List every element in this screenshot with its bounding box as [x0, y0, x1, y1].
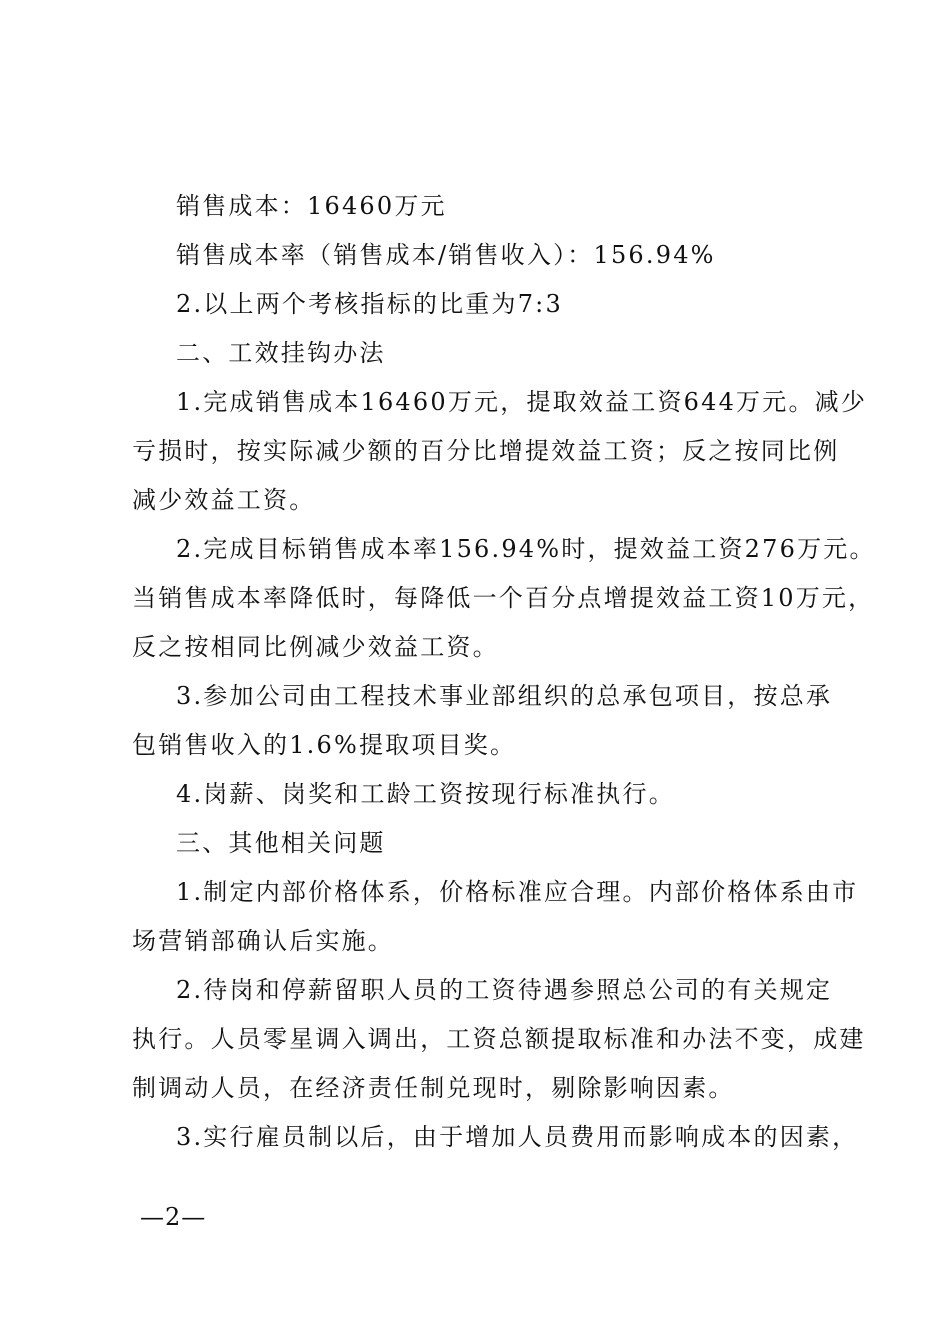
text-line-item-1-c: 减少效益工资。 [132, 486, 316, 514]
text-line-sales-cost: 销售成本：16460万元 [176, 192, 447, 220]
text-line-item-3-b: 包销售收入的1.6%提取项目奖。 [132, 731, 517, 759]
document-body [132, 182, 876, 1162]
text-line-item-1-a: 1.完成销售成本16460万元，提取效益工资644万元。减少 [176, 388, 868, 416]
text-line-sales-cost-rate: 销售成本率（销售成本/销售收入）：156.94% [176, 241, 716, 269]
text-line-other-1-b: 场营销部确认后实施。 [132, 927, 394, 955]
text-line-item-2-a: 2.完成目标销售成本率156.94%时，提效益工资276万元。 [176, 535, 876, 563]
section-heading-3: 三、其他相关问题 [176, 829, 386, 857]
page-number: —2— [140, 1203, 207, 1231]
text-line-item-1-b: 亏损时，按实际减少额的百分比增提效益工资；反之按同比例 [132, 437, 840, 465]
section-heading-2: 二、工效挂钩办法 [176, 339, 386, 367]
text-line-indicator-weight: 2.以上两个考核指标的比重为7:3 [176, 290, 563, 318]
text-line-other-2-a: 2.待岗和停薪留职人员的工资待遇参照总公司的有关规定 [176, 976, 833, 1004]
text-line-item-4: 4.岗薪、岗奖和工龄工资按现行标准执行。 [176, 780, 675, 808]
text-line-other-2-b: 执行。人员零星调入调出，工资总额提取标准和办法不变，成建 [132, 1025, 866, 1053]
text-line-item-2-c: 反之按相同比例减少效益工资。 [132, 633, 499, 661]
text-line-other-3-a: 3.实行雇员制以后，由于增加人员费用而影响成本的因素， [176, 1123, 859, 1151]
text-line-item-3-a: 3.参加公司由工程技术事业部组织的总承包项目，按总承 [176, 682, 833, 710]
text-line-item-2-b: 当销售成本率降低时，每降低一个百分点增提效益工资10万元， [132, 584, 875, 612]
text-line-other-2-c: 制调动人员，在经济责任制兑现时，剔除影响因素。 [132, 1074, 735, 1102]
text-line-other-1-a: 1.制定内部价格体系，价格标准应合理。内部价格体系由市 [176, 878, 859, 906]
